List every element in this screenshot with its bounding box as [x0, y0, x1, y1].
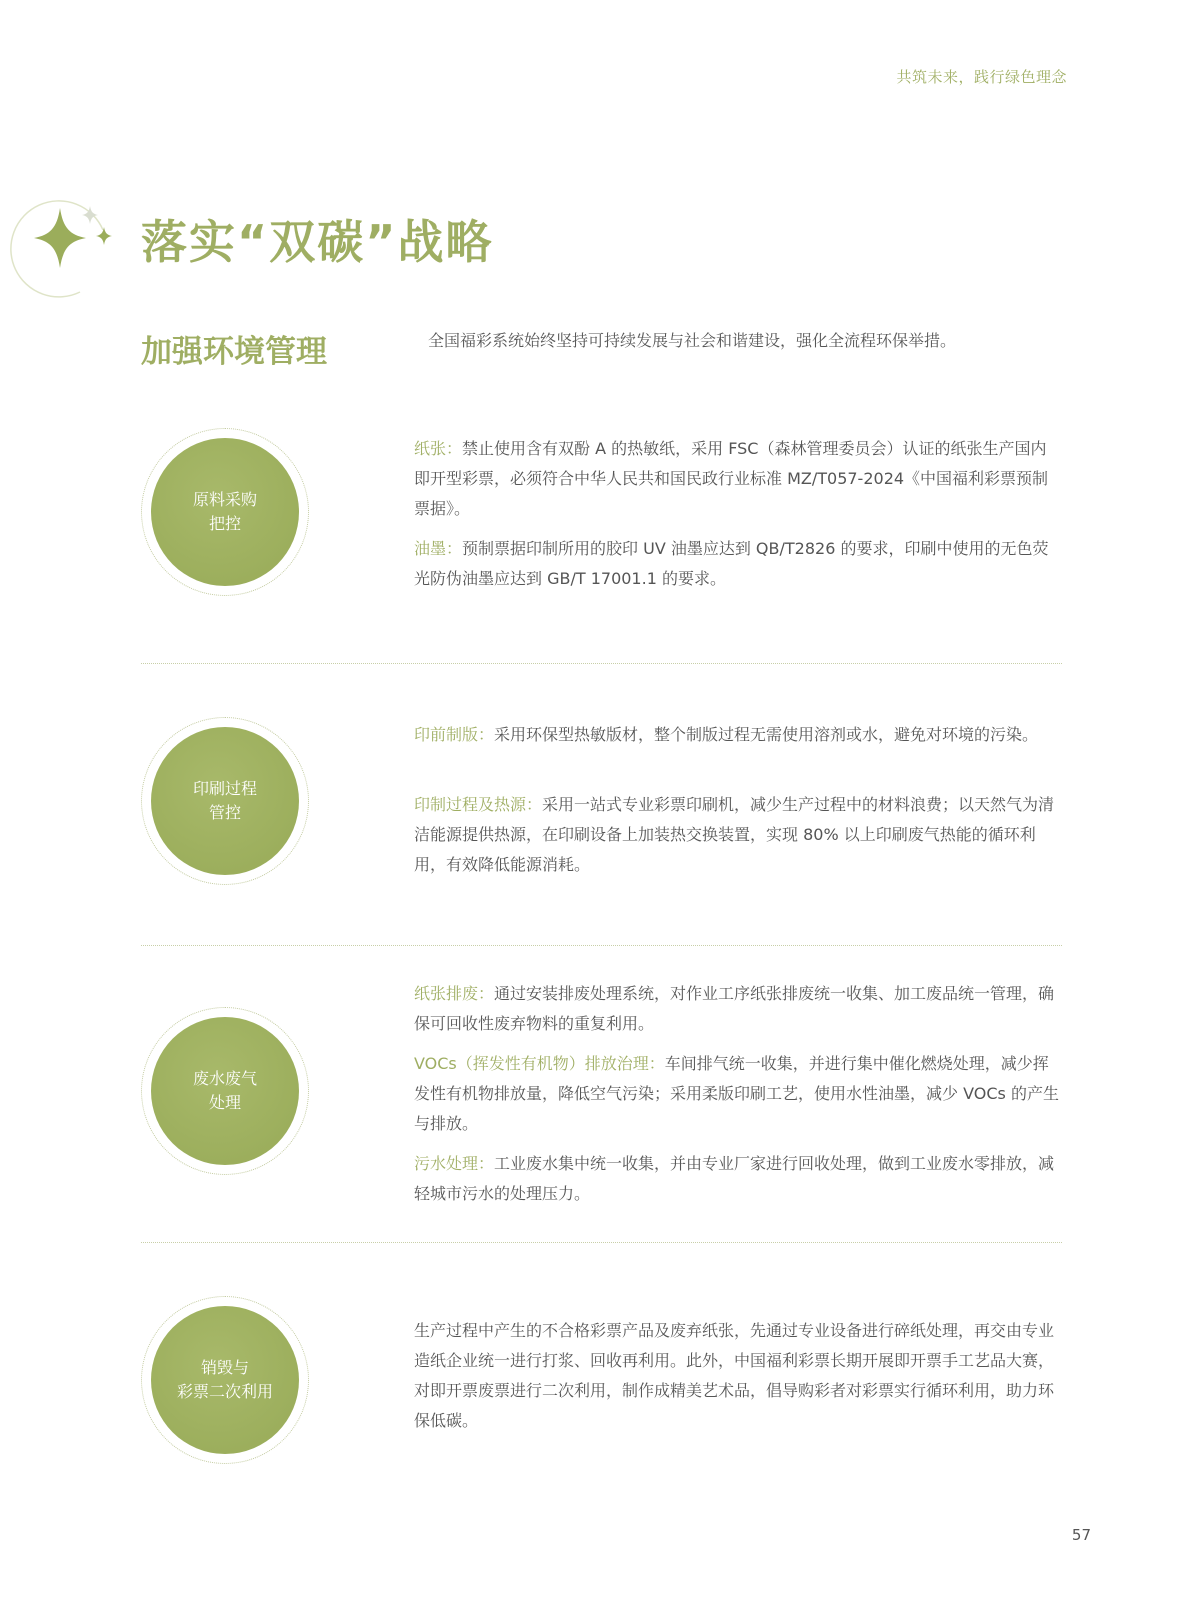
list-item: VOCs（挥发性有机物）排放治理：车间排气统一收集，并进行集中催化燃烧处理，减少挥发性有机物排放量，降低空气污染；采用柔版印刷工艺，使用水性油墨，减少 VOCs 的产生与排放。: [414, 1054, 1059, 1133]
header-tagline: 共筑未来，践行绿色理念: [896, 68, 1067, 86]
list-item: 印前制版：采用环保型热敏版材，整个制版过程无需使用溶剂或水，避免对环境的污染。: [414, 725, 1039, 744]
category-badge: [141, 428, 309, 596]
category-label: 销毁与 彩票二次利用: [176, 1358, 273, 1401]
divider: [141, 945, 1062, 946]
category-label: 印刷过程 管控: [192, 779, 257, 822]
divider: [141, 1242, 1062, 1243]
section-title: 加强环境管理: [141, 334, 327, 370]
divider: [141, 663, 1062, 664]
list-item: 生产过程中产生的不合格彩票产品及废弃纸张，先通过专业设备进行碎纸处理，再交由专业造纸企业统一进行打浆、回收再利用。此外，中国福利彩票长期开展即开票手工艺品大赛，对即开票废票进行二次利用，制作成精美艺术品，倡导购彩者对彩票实行循环利用，助力环保低碳。: [414, 1321, 1055, 1430]
section-intro: 全国福彩系统始终坚持可持续发展与社会和谐建设，强化全流程环保举措。: [428, 331, 957, 350]
list-item: 油墨：预制票据印制所用的胶印 UV 油墨应达到 QB/T2826 的要求，印刷中使用的无色荧光防伪油墨应达到 GB/T 17001.1 的要求。: [414, 539, 1049, 588]
page-number: 57: [1071, 1526, 1091, 1544]
category-badge: [141, 1296, 309, 1464]
category-label: 废水废气 处理: [192, 1069, 257, 1112]
list-item: 纸张：禁止使用含有双酚 A 的热敏纸，采用 FSC（森林管理委员会）认证的纸张生产国内即开型彩票，必须符合中华人民共和国民政行业标准 MZ/T057-2024《中国福利彩票预制票据》。: [414, 439, 1049, 518]
category-label: 原料采购 把控: [192, 490, 257, 533]
list-item: 印制过程及热源：采用一站式专业彩票印刷机，减少生产过程中的材料浪费；以天然气为清洁能源提供热源，在印刷设备上加装热交换装置，实现 80% 以上印刷废气热能的循环利用，有效降低能源消耗。: [414, 795, 1055, 874]
sparkle-icon: [8, 200, 118, 300]
page-title: 落实“双碳”战略: [141, 215, 494, 269]
category-badge: [141, 717, 309, 885]
category-badge: [141, 1007, 309, 1175]
list-item: 纸张排废：通过安装排废处理系统，对作业工序纸张排废统一收集、加工废品统一管理，确保可回收性废弃物料的重复利用。: [414, 984, 1055, 1033]
list-item: 污水处理：工业废水集中统一收集，并由专业厂家进行回收处理，做到工业废水零排放，减轻城市污水的处理压力。: [414, 1154, 1055, 1203]
